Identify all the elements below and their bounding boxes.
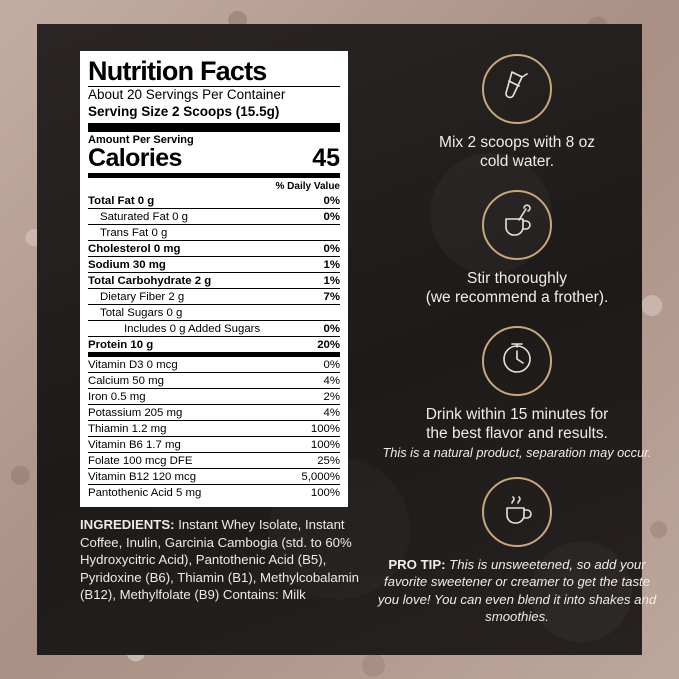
- nutrient-name: Total Sugars 0 g: [88, 305, 280, 321]
- vitamin-name: Vitamin B12 120 mcg: [88, 469, 280, 485]
- table-row: [88, 373, 340, 389]
- nutrient-dv: 0%: [280, 209, 340, 225]
- vitamin-dv: 25%: [280, 453, 340, 469]
- clock-icon: [499, 340, 535, 381]
- nutrient-dv: 0%: [280, 321, 340, 337]
- nutrient-dv: [280, 305, 340, 321]
- servings-per-container: About 20 Servings Per Container: [88, 87, 286, 103]
- ingredients-heading: INGREDIENTS:: [80, 517, 175, 532]
- table-row: [88, 321, 340, 337]
- step-mix-line2: cold water.: [479, 153, 555, 171]
- vitamin-dv: 4%: [280, 405, 340, 421]
- pro-tip-body: This is unsweetened, so add your favorite sweetener or creamer to get the taste you love! You can even blend it into shakes and smoothies.: [377, 557, 657, 624]
- vitamin-dv: 100%: [280, 437, 340, 453]
- table-row: [88, 225, 340, 241]
- vitamin-dv: 4%: [280, 373, 340, 389]
- scoop-icon-circle: [482, 54, 552, 124]
- calories-value: 45: [312, 144, 340, 173]
- table-row: [88, 209, 340, 225]
- calories-label: Calories: [88, 144, 182, 173]
- calories-row: [88, 146, 340, 171]
- pro-tip-block: [367, 477, 667, 625]
- table-row: [88, 485, 340, 501]
- nutrient-dv: 20%: [280, 337, 340, 355]
- nutrient-name: Sodium 30 mg: [88, 257, 280, 273]
- nutrient-name: Total Carbohydrate 2 g: [88, 273, 280, 289]
- nutrient-name: Includes 0 g Added Sugars: [88, 321, 280, 337]
- table-row: [88, 305, 340, 321]
- vitamin-dv: 100%: [280, 421, 340, 437]
- vitamin-name: Thiamin 1.2 mg: [88, 421, 280, 437]
- step-stir-line1: Stir thoroughly: [467, 269, 567, 287]
- nutrient-dv: 0%: [323, 194, 340, 207]
- ingredients-block: [80, 516, 370, 604]
- nutrient-dv: 0%: [280, 241, 340, 257]
- vitamin-dv: 5,000%: [280, 469, 340, 485]
- pro-tip-label: PRO TIP:: [388, 557, 446, 573]
- stir-mug-icon: [499, 204, 535, 245]
- table-row: [88, 273, 340, 289]
- vitamin-name: Vitamin D3 0 mcg: [88, 355, 280, 373]
- step-mix: [367, 54, 667, 172]
- dark-panel: [37, 24, 657, 655]
- ingredients-text: Instant Whey Isolate, Instant Coffee, Inulin, Garcinia Cambogia (std. to 60% Hydroxycitric Acid), Pantothenic Acid (B5), Pyridoxine (B6), Thiamin (B1), Methylcobalamin (B12), Methylfolate (B9) Contains: Milk: [80, 517, 359, 603]
- nutrient-name: Dietary Fiber 2 g: [88, 289, 280, 305]
- table-row: [88, 355, 340, 373]
- nutrition-facts-title: Nutrition Facts: [88, 56, 267, 86]
- nutrient-name: Protein 10 g: [88, 337, 280, 355]
- step-drink-line2: the best flavor and results.: [426, 424, 608, 442]
- nutrient-dv: 1%: [280, 257, 340, 273]
- vitamin-name: Folate 100 mcg DFE: [88, 453, 280, 469]
- hot-cup-icon-circle: [482, 477, 552, 547]
- scoop-icon: [500, 69, 534, 110]
- amount-per-serving-label: Amount Per Serving: [88, 134, 194, 147]
- vitamin-dv: 0%: [280, 355, 340, 373]
- table-row: [88, 437, 340, 453]
- clock-icon-circle: [482, 326, 552, 396]
- table-row: [88, 337, 340, 355]
- vitamin-name: Vitamin B6 1.7 mg: [88, 437, 280, 453]
- step-stir: [367, 190, 667, 308]
- nutrient-name: Total Fat 0 g: [88, 194, 155, 207]
- pro-tip-text: [367, 556, 667, 625]
- table-row: [88, 453, 340, 469]
- nutrient-table: [88, 193, 340, 500]
- nutrient-name: Trans Fat 0 g: [88, 225, 280, 241]
- table-row: [88, 289, 340, 305]
- table-row: [88, 257, 340, 273]
- vitamin-dv: 100%: [280, 485, 340, 501]
- vitamin-name: Pantothenic Acid 5 mg: [88, 485, 280, 501]
- table-row: [88, 241, 340, 257]
- table-row: [88, 469, 340, 485]
- nutrient-name: Saturated Fat 0 g: [88, 209, 280, 225]
- divider-thick: [88, 123, 340, 132]
- step-drink-within: [367, 326, 667, 462]
- vitamin-name: Iron 0.5 mg: [88, 389, 280, 405]
- spacer: [367, 310, 667, 326]
- table-row: [88, 405, 340, 421]
- serving-size: Serving Size 2 Scoops (15.5g): [88, 104, 280, 120]
- separation-note: This is a natural product, separation may occur.: [382, 445, 652, 461]
- nutrition-facts-label: [80, 51, 348, 507]
- table-row: [88, 389, 340, 405]
- vitamin-name: Calcium 50 mg: [88, 373, 280, 389]
- nutrient-dv: 7%: [280, 289, 340, 305]
- nutrient-dv: 1%: [280, 273, 340, 289]
- table-row: [88, 421, 340, 437]
- nutrient-name: Cholesterol 0 mg: [88, 241, 280, 257]
- daily-value-header: % Daily Value: [275, 181, 340, 193]
- spacer: [367, 463, 667, 477]
- hot-cup-icon: [499, 492, 535, 533]
- step-mix-line1: Mix 2 scoops with 8 oz: [439, 134, 595, 151]
- vitamin-name: Potassium 205 mg: [88, 405, 280, 421]
- step-drink-line1: Drink within 15 minutes for: [425, 405, 609, 423]
- instructions-column: [367, 54, 667, 627]
- stir-mug-icon-circle: [482, 190, 552, 260]
- nutrient-dv: [280, 225, 340, 241]
- step-stir-line2: (we recommend a frother).: [425, 289, 609, 307]
- divider-medium: [88, 173, 340, 178]
- table-row: [88, 193, 340, 209]
- spacer: [367, 174, 667, 190]
- vitamin-dv: 2%: [280, 389, 340, 405]
